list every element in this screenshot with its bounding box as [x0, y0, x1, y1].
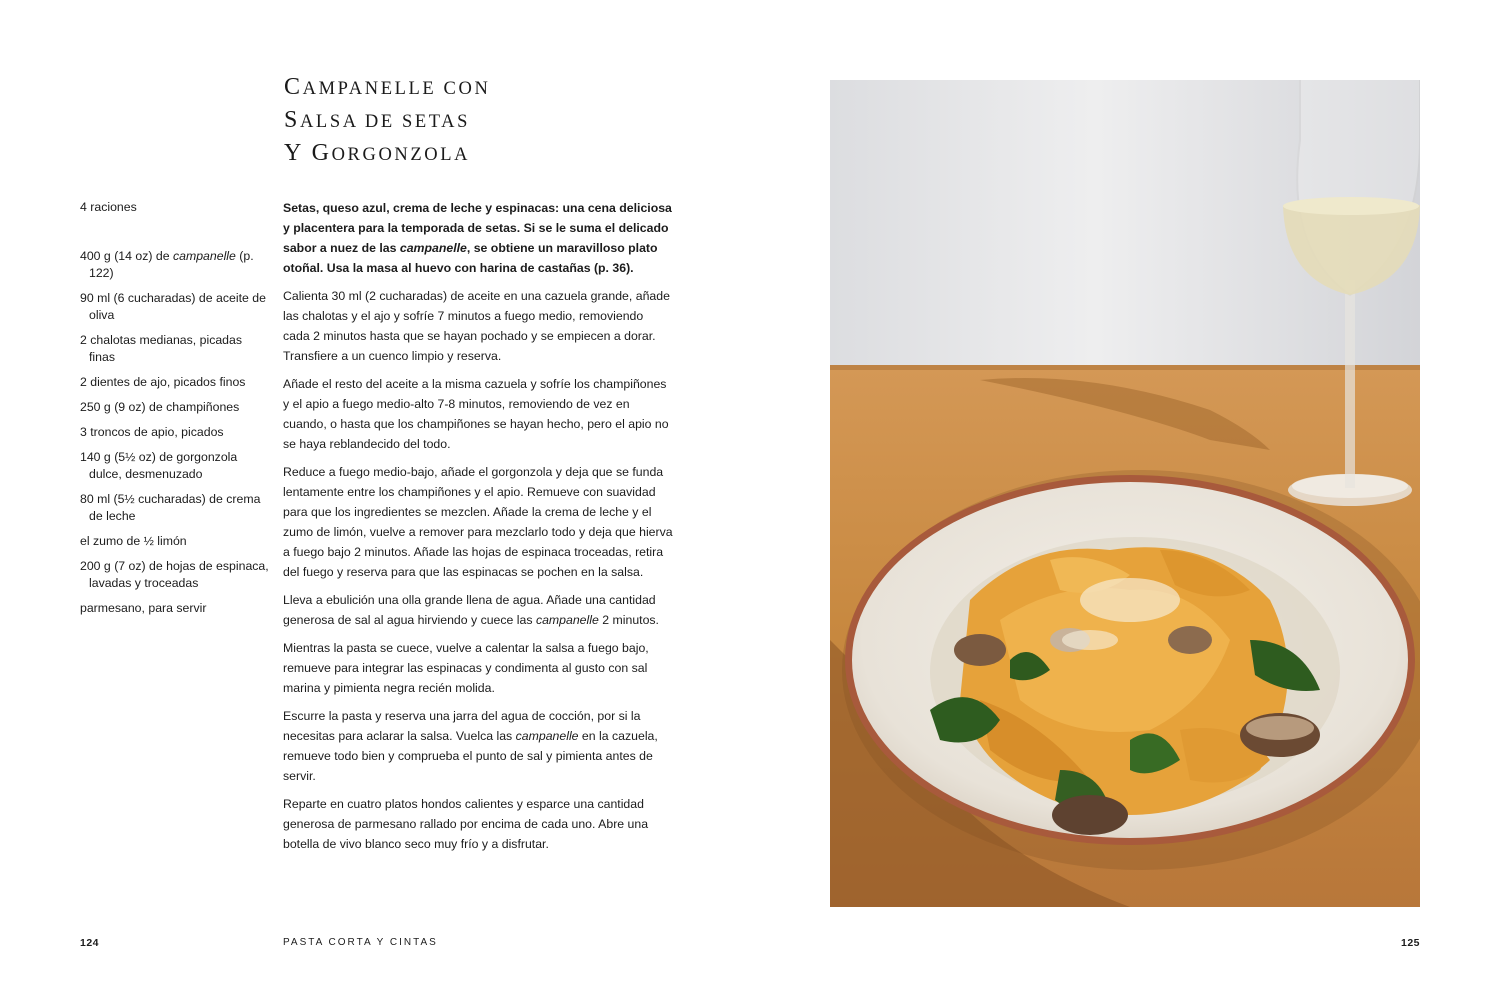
method: [283, 198, 673, 862]
ingredient-item: 400 g (14 oz) de campanelle (p. 122): [80, 249, 254, 280]
ingredient-item: 90 ml (6 cucharadas) de aceite de oliva: [80, 291, 266, 322]
ingredient-item: 3 troncos de apio, picados: [80, 425, 224, 439]
method-step: Reparte en cuatro platos hondos calientes y esparce una cantidad generosa de parmesano rallado por encima de cada uno. Abre una botella de vivo blanco seco muy frío y a disfrutar.: [283, 797, 649, 851]
left-page-number: 124: [80, 937, 100, 949]
method-step: Mientras la pasta se cuece, vuelve a calentar la salsa a fuego bajo, remueve para integrar las espinacas y condimenta al gusto con sal marina y pimienta negra recién molida.: [283, 641, 649, 695]
title-line: SALSA DE SETAS: [284, 107, 471, 133]
ingredient-list: [80, 248, 270, 625]
ingredient-item: 200 g (7 oz) de hojas de espinaca, lavadas y troceadas: [80, 559, 269, 590]
right-page-number: 125: [1401, 937, 1421, 949]
ingredient-item: 80 ml (5½ cucharadas) de crema de leche: [80, 492, 261, 523]
dish-photo: [830, 80, 1420, 907]
ingredient-item: 2 chalotas medianas, picadas finas: [80, 333, 243, 364]
ingredient-item: 250 g (9 oz) de champiñones: [80, 400, 240, 414]
ingredient-item: parmesano, para servir: [80, 601, 207, 615]
method-step: Calienta 30 ml (2 cucharadas) de aceite en una cazuela grande, añade las chalotas y el ajo y sofríe 7 minutos a fuego medio, removiendo cada 2 minutos hasta que se hayan pochado y se empiecen a dorar. Transfiere a un cuenco limpio y reserva.: [283, 289, 670, 363]
title-line: Y GORGONZOLA: [284, 140, 471, 166]
method-step: Añade el resto del aceite a la misma cazuela y sofríe los champiñones y el apio a fuego medio-alto 7-8 minutos, removiendo de vez en cuando, o hasta que los champiñones se hayan hecho, pero el apio no se haya reblandecido del todo.: [283, 377, 669, 451]
ingredient-item: 2 dientes de ajo, picados finos: [80, 375, 246, 389]
title-line: CAMPANELLE CON: [284, 74, 491, 100]
method-step: Reduce a fuego medio-bajo, añade el gorgonzola y deja que se funda lentamente entre los champiñones y el apio. Remueve con suavidad para que los ingredientes se mezclen. Añade la crema de leche y el zumo de limón, vuelve a remover para mezclarlo todo y deja que hierva a fuego bajo 2 minutos. Añade las hojas de espinaca troceadas, retira del fuego y reserva para que las espinacas se pochen en la salsa.: [283, 465, 673, 579]
recipe-title: [284, 72, 490, 171]
method-steps: [283, 286, 673, 854]
method-step: Lleva a ebulición una olla grande llena de agua. Añade una cantidad generosa de sal al agua hirviendo y cuece las campanelle 2 minutos.: [283, 593, 659, 627]
servings: 4 raciones: [80, 200, 137, 214]
ingredient-item: 140 g (5½ oz) de gorgonzola dulce, desmenuzado: [80, 450, 238, 481]
recipe-intro: Setas, queso azul, crema de leche y espinacas: una cena deliciosa y placentera para la temporada de setas. Si se le suma el delicado sabor a nuez de las campanelle, se obtiene un maravilloso plato otoñal. Usa la masa al huevo con harina de castañas (p. 36).: [283, 201, 672, 275]
ingredient-item: el zumo de ½ limón: [80, 534, 187, 548]
running-head: PASTA CORTA Y CINTAS: [283, 937, 438, 948]
method-step: Escurre la pasta y reserva una jarra del agua de cocción, por si la necesitas para aclarar la salsa. Vuelca las campanelle en la cazuela, remueve todo bien y comprueba el punto de sal y pimienta antes de servir.: [283, 709, 658, 783]
